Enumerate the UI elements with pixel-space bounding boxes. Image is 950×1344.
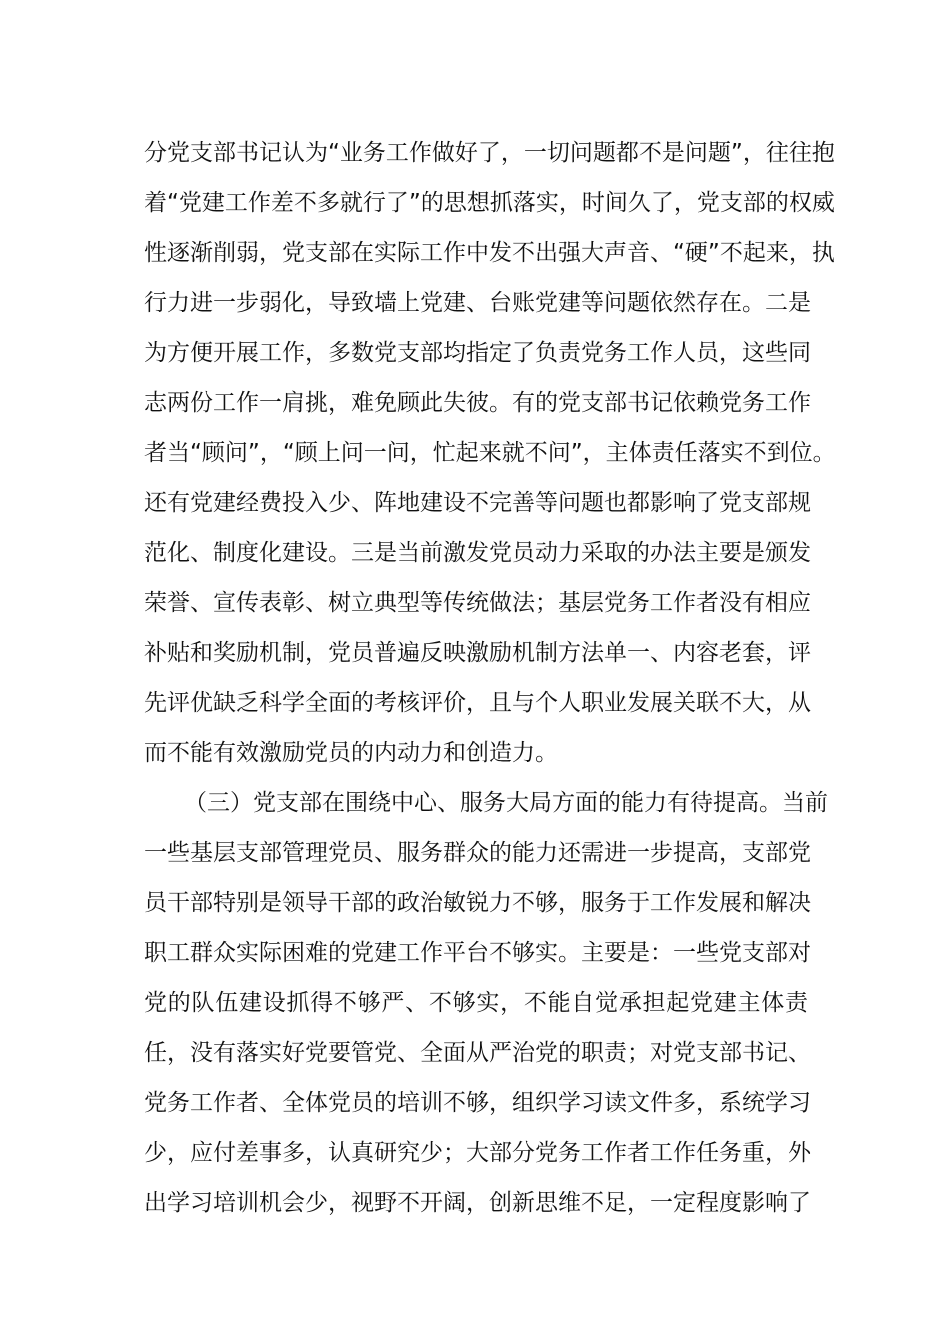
text-line: 职工群众实际困难的党建工作平台不够实。主要是：一些党支部对 xyxy=(144,940,811,966)
text-line: 一些基层支部管理党员、服务群众的能力还需进一步提高，支部党 xyxy=(144,840,811,866)
text-line: 先评优缺乏科学全面的考核评价，且与个人职业发展关联不大，从 xyxy=(144,690,811,716)
paragraph-2 xyxy=(144,778,828,1228)
text-line: 行力进一步弱化，导致墙上党建、台账党建等问题依然存在。二是 xyxy=(144,290,811,316)
text-line: 者当“顾问”，“顾上问一问，忙起来就不问”，主体责任落实不到位。 xyxy=(144,440,836,466)
section-heading-line: （三）党支部在围绕中心、服务大局方面的能力有待提高。当前 xyxy=(184,790,828,816)
text-line: 荣誉、宣传表彰、树立典型等传统做法；基层党务工作者没有相应 xyxy=(144,590,811,616)
text-line: 而不能有效激励党员的内动力和创造力。 xyxy=(144,740,558,766)
text-line: 分党支部书记认为“业务工作做好了，一切问题都不是问题”，往往抱 xyxy=(144,140,835,166)
text-line: 还有党建经费投入少、阵地建设不完善等问题也都影响了党支部规 xyxy=(144,490,811,516)
text-line: 补贴和奖励机制，党员普遍反映激励机制方法单一、内容老套，评 xyxy=(144,640,811,666)
text-line: 性逐渐削弱，党支部在实际工作中发不出强大声音、“硬”不起来，执 xyxy=(144,240,835,266)
body-text xyxy=(144,128,836,1228)
text-line: 为方便开展工作，多数党支部均指定了负责党务工作人员，这些同 xyxy=(144,340,811,366)
text-line: 着“党建工作差不多就行了”的思想抓落实，时间久了，党支部的权威 xyxy=(144,190,835,216)
text-line: 党务工作者、全体党员的培训不够，组织学习读文件多，系统学习 xyxy=(144,1090,811,1116)
text-line: 任，没有落实好党要管党、全面从严治党的职责；对党支部书记、 xyxy=(144,1040,811,1066)
paragraph-1 xyxy=(144,128,836,778)
text-line: 党的队伍建设抓得不够严、不够实，不能自觉承担起党建主体责 xyxy=(144,990,808,1016)
text-line: 员干部特别是领导干部的政治敏锐力不够，服务于工作发展和解决 xyxy=(144,890,811,916)
text-line: 出学习培训机会少，视野不开阔，创新思维不足，一定程度影响了 xyxy=(144,1190,811,1216)
text-line: 少，应付差事多，认真研究少；大部分党务工作者工作任务重，外 xyxy=(144,1140,811,1166)
text-line: 范化、制度化建设。三是当前激发党员动力采取的办法主要是颁发 xyxy=(144,540,811,566)
text-line: 志两份工作一肩挑，难免顾此失彼。有的党支部书记依赖党务工作 xyxy=(144,390,811,416)
